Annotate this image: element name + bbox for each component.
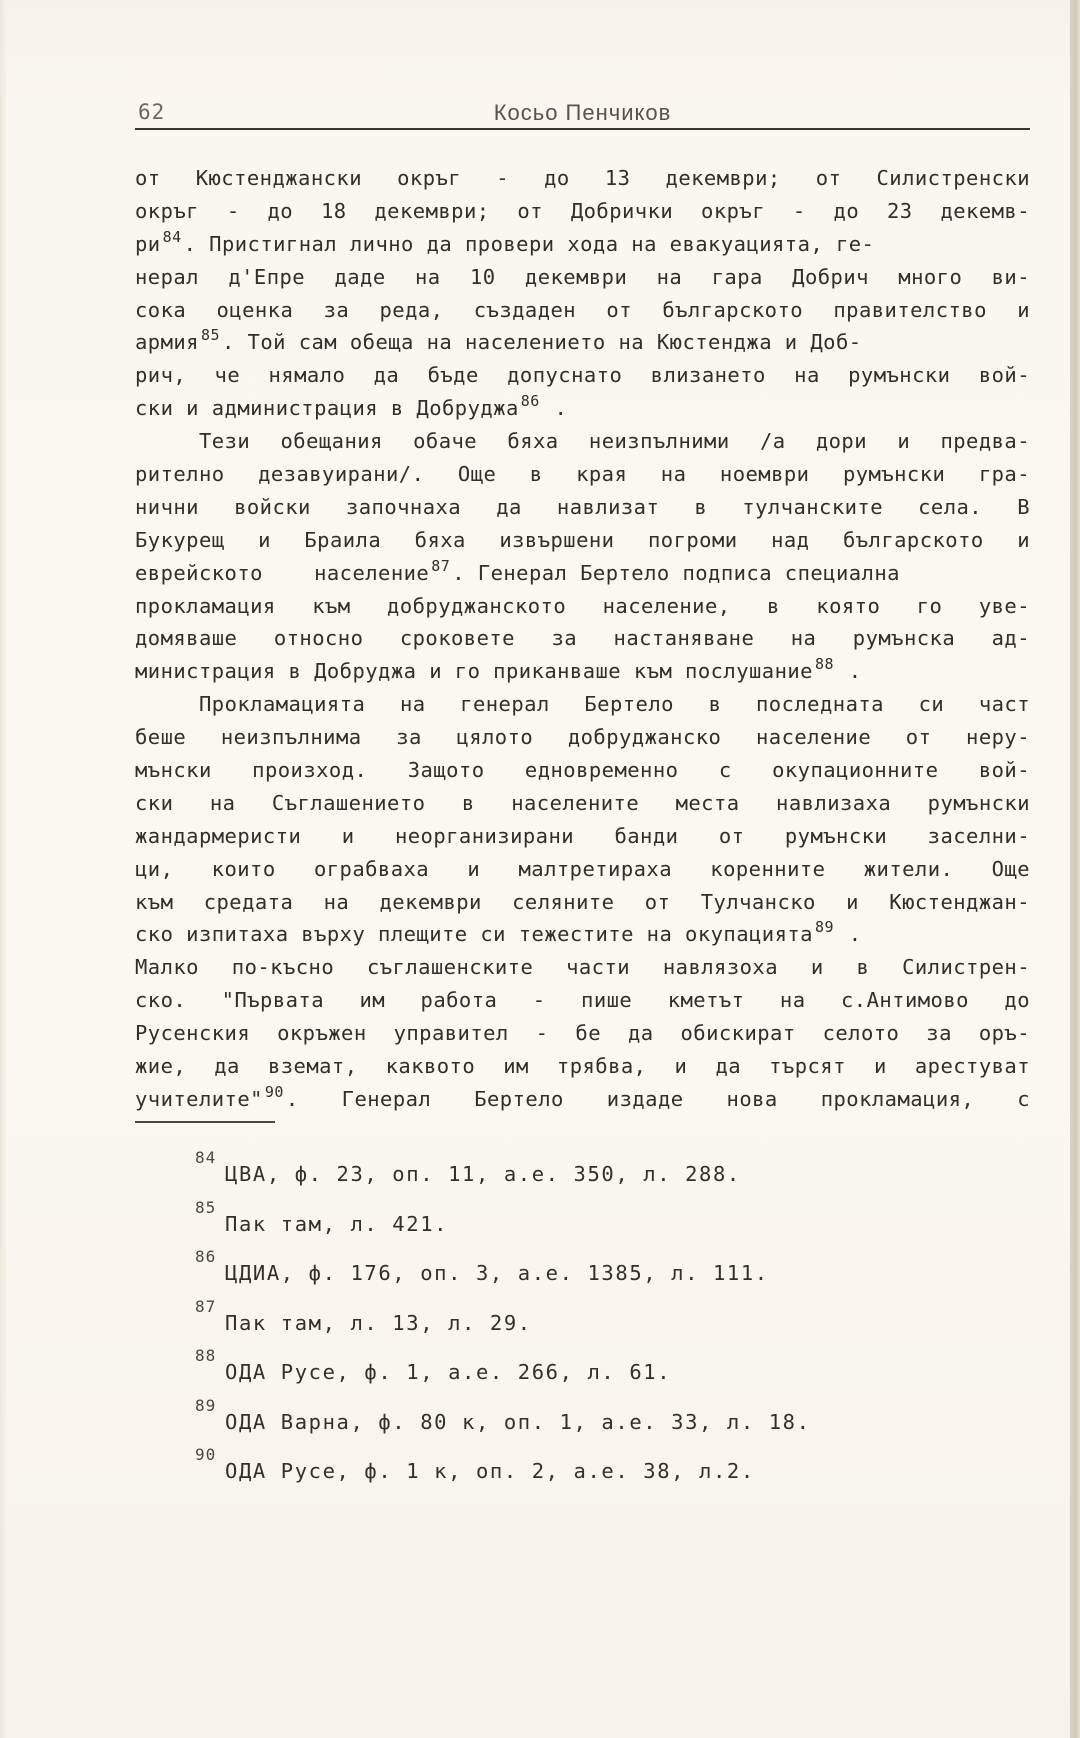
text-line: към средата на декември селяните от Тулчанско и Кюстенджан- (135, 889, 1030, 914)
footnote-text: ЦВА, ф. 23, оп. 11, а.е. 350, л. 288. (225, 1162, 741, 1186)
footnote-ref: 84 (162, 227, 182, 246)
page-left-edge (0, 0, 6, 1738)
footnote-text: Пак там, л. 13, л. 29. (225, 1310, 532, 1335)
footnote-ref: 89 (814, 918, 834, 937)
text-line: ски и администрация в Добруджа $^{86}$ . (135, 392, 568, 421)
text-line: ри $^{84}$. Пристигнал лично да провери хода на евакуацията, ге- (135, 227, 875, 256)
footnote-text: ОДА Варна, ф. 80 к, оп. 1, а.е. 33, л. 18. (225, 1409, 811, 1434)
footnote-text: ОДА Русе, ф. 1, а.е. 266, л. 61. (225, 1360, 672, 1384)
body-text (135, 162, 1030, 1116)
footnote-ref: 85 (200, 326, 220, 345)
footnote-number: 88 (195, 1346, 217, 1365)
text-line: от Кюстенджански окръг - до 13 декември; от Силистренски (135, 166, 1030, 190)
footnote (195, 1346, 1015, 1396)
footnote-text: Пак там, л. 421. (225, 1211, 449, 1236)
footnote-number: 86 (195, 1247, 217, 1266)
footnote-rule (135, 1121, 275, 1123)
footnote-ref: 90 (264, 1082, 284, 1101)
text-line: ско изпитаха върху плещите си тежестите на окупацията $^{89}$ . (135, 918, 862, 947)
footnote (195, 1396, 1015, 1446)
text-line: нерал д'Епре даде на 10 декември на гара Добрич много ви- (135, 264, 1030, 289)
text-line: беше неизпълнима за цялото добруджанско население от неру- (135, 725, 1030, 750)
footnote (195, 1148, 1015, 1198)
footnote-number: 84 (195, 1148, 217, 1167)
footnote-text: ОДА Русе, ф. 1 к, оп. 2, а.е. 38, л.2. (225, 1459, 755, 1483)
footnote (195, 1297, 1015, 1347)
footnote (195, 1198, 1015, 1248)
footnote-number: 89 (195, 1395, 217, 1415)
text-line: сока оценка за реда, създаден от българското правителство и (135, 297, 1030, 322)
footnote-number: 85 (195, 1197, 217, 1217)
text-line: ски на Съглашението в населените места навлизаха румънски (135, 790, 1030, 815)
text-line: прокламация към добруджанското население, в която го уве- (135, 593, 1030, 618)
footnote-ref: 87 (431, 556, 451, 575)
text-line: армия $^{85}$. Той сам обеща на населението на Кюстенджа и Доб- (135, 326, 862, 355)
text-line: Букурещ и Браила бяха извършени погроми над българското и (135, 527, 1031, 552)
header-rule (135, 128, 1030, 130)
text-line: жандармеристи и неорганизирани банди от румънски заселни- (135, 823, 1030, 848)
text-line: Русенския окръжен управител - бе да обискират селото за оръ- (135, 1021, 1030, 1046)
text-line: рително дезавуирани/. Още в края на ноември румънски гра- (135, 462, 1030, 487)
text-line: Тези обещания обаче бяха неизпълними /а дори и предва- (199, 429, 1030, 454)
running-head: Косьо Пенчиков (493, 100, 672, 125)
text-line: домяваше относно сроковете за настаняване на румънска ад- (135, 626, 1030, 651)
text-line: ско. "Първата им работа - пише кметът на с.Антимово до (135, 988, 1030, 1013)
text-line: нични войски започнаха да навлизат в тулчанските села. В (135, 494, 1030, 519)
text-line: окръг - до 18 декември; от Добрички окръг - до 23 декемв- (135, 198, 1030, 223)
text-line: рич, че нямало да бъде допуснато влизането на румънски вой- (135, 363, 1030, 388)
page-header (135, 98, 1030, 130)
text-line: мънски произход. Защото едновременно с окупационните вой- (135, 758, 1030, 783)
text-line: еврейското население $^{87}$. Генерал Бертело подписа специална (135, 556, 900, 585)
footnotes (195, 1148, 1015, 1495)
text-line: министрация в Добруджа и го приканваше към послушание $^{88}$ . (135, 655, 862, 684)
text-line: ци, които ограбваха и малтретираха коренните жители. Още (135, 856, 1030, 881)
footnote-text: ЦДИА, ф. 176, оп. 3, а.е. 1385, л. 111. (225, 1261, 769, 1285)
page-number: 62 (138, 100, 166, 124)
footnote (195, 1445, 1015, 1495)
text-line: Прокламацията на генерал Бертело в последната си част (199, 692, 1030, 717)
footnote (195, 1247, 1015, 1297)
text-line: Малко по-късно съглашенските части навлязоха и в Силистрен- (135, 955, 1030, 980)
text-line: жие, да вземат, каквото им трябва, и да търсят и арестуват (135, 1054, 1030, 1079)
footnote-ref: 86 (520, 392, 540, 411)
text-line: учителите" $^{90}$. Генерал Бертело издаде нова прокламация, с (135, 1082, 1031, 1111)
footnote-ref: 88 (814, 655, 834, 674)
page-right-edge (1070, 0, 1080, 1738)
footnote-number: 90 (195, 1445, 217, 1464)
footnote-number: 87 (195, 1296, 217, 1316)
